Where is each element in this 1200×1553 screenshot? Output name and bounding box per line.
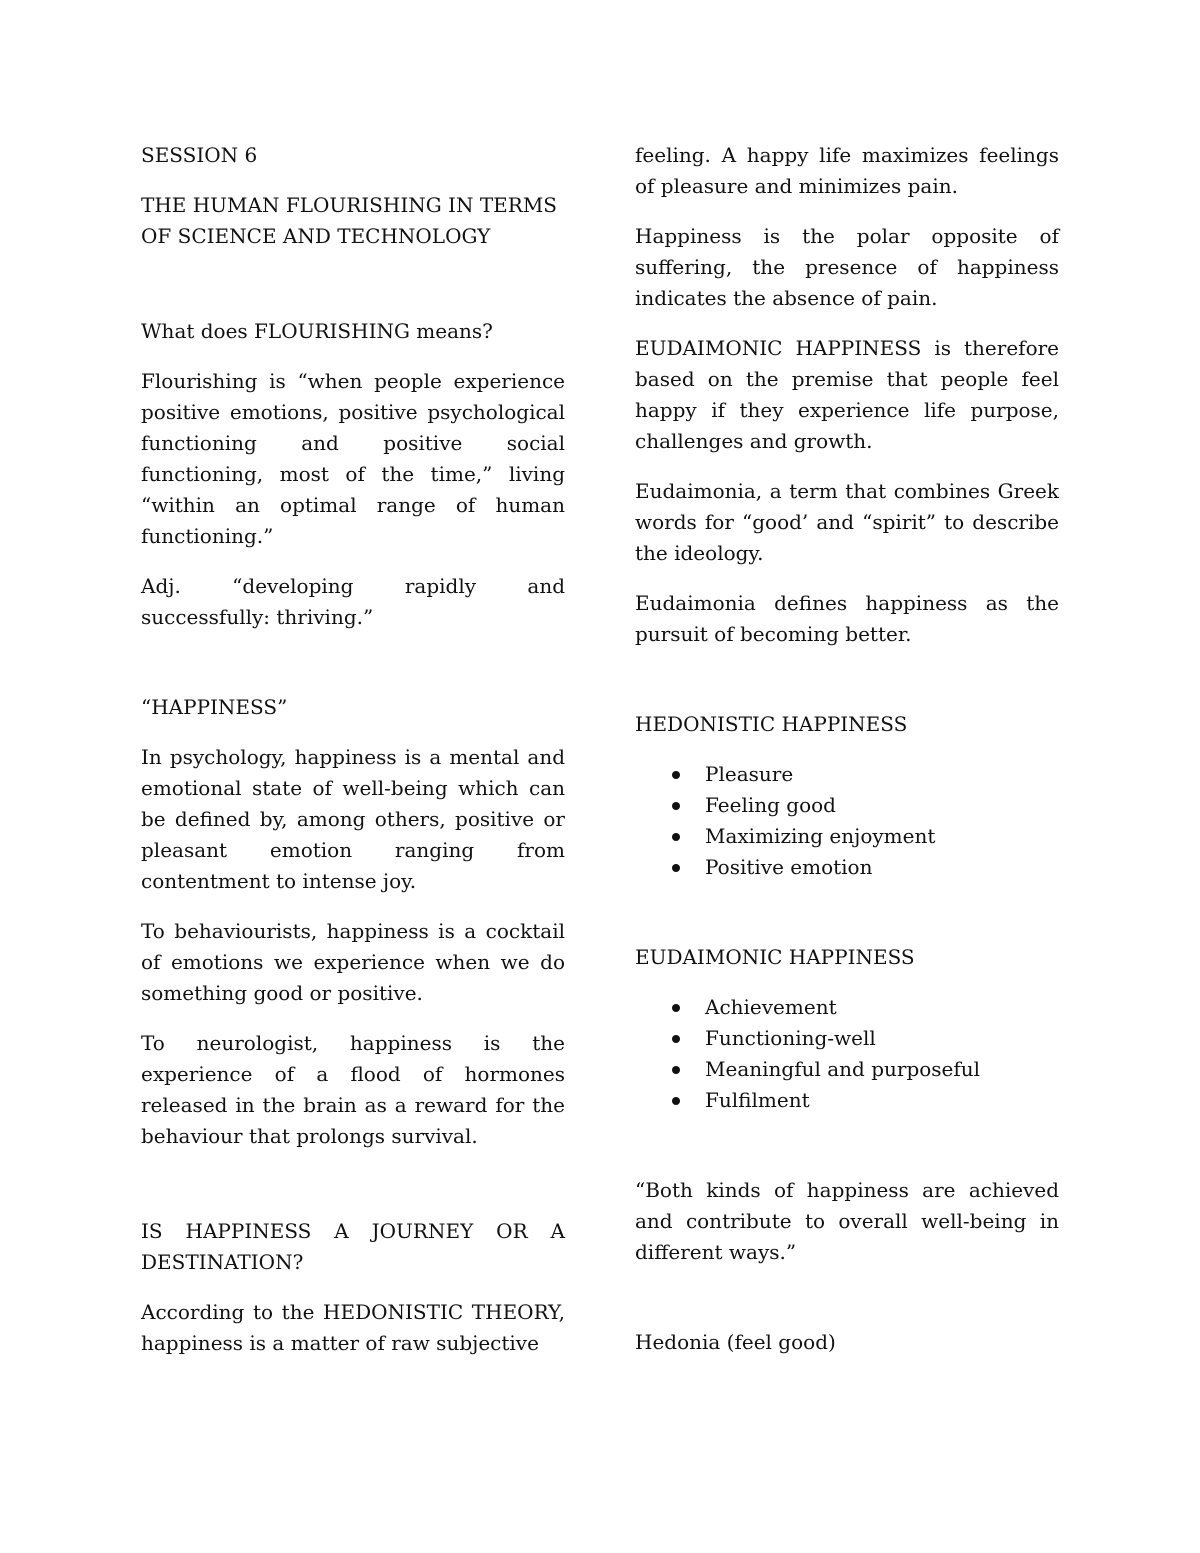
adjective-definition: Adj. “developing rapidly and successfully: thriving.”: [141, 574, 565, 629]
hedonia-line: Hedonia (feel good): [635, 1330, 836, 1354]
document-title: THE HUMAN FLOURISHING IN TERMS OF SCIENCE AND TECHNOLOGY: [141, 193, 557, 248]
list-item: Feeling good: [635, 790, 1059, 821]
eudaimonic-premise-paragraph: EUDAIMONIC HAPPINESS is therefore based on the premise that people feel happy if they experience life purpose, challenges and growth.: [635, 336, 1059, 453]
list-item: Maximizing enjoyment: [635, 821, 1059, 852]
hedonistic-list: [635, 759, 1059, 883]
left-column: [141, 140, 565, 1378]
spacer: [635, 669, 1059, 709]
spacer: [141, 1171, 565, 1216]
list-item: Functioning-well: [635, 1023, 1059, 1054]
spacer: [635, 1287, 1059, 1327]
hedonistic-heading: HEDONISTIC HAPPINESS: [635, 712, 908, 736]
list-item: Meaningful and purposeful: [635, 1054, 1059, 1085]
psychology-paragraph: In psychology, happiness is a mental and emotional state of well-being which can be defined by, among others, positive or pleasant emotion ranging from contentment to intense joy.: [141, 745, 565, 893]
journey-question: IS HAPPINESS A JOURNEY OR A DESTINATION?: [141, 1219, 565, 1274]
happiness-heading: “HAPPINESS”: [141, 695, 288, 719]
flourishing-definition: Flourishing is “when people experience positive emotions, positive psychological functioning and positive social functioning, most of the time,” living “within an optimal range of human functioning.”: [141, 369, 565, 548]
spacer: [635, 902, 1059, 942]
both-kinds-quote: “Both kinds of happiness are achieved and contribute to overall well-being in different ways.”: [635, 1178, 1059, 1264]
eudaimonic-list: [635, 992, 1059, 1116]
flourishing-question: What does FLOURISHING means?: [141, 319, 493, 343]
eudaimonia-term-paragraph: Eudaimonia, a term that combines Greek words for “good’ and “spirit” to describe the ideology.: [635, 479, 1059, 565]
eudaimonia-defines-paragraph: Eudaimonia defines happiness as the pursuit of becoming better.: [635, 591, 1059, 646]
list-item: Achievement: [635, 992, 1059, 1023]
spacer: [141, 652, 565, 692]
list-item: Positive emotion: [635, 852, 1059, 883]
eudaimonic-heading: EUDAIMONIC HAPPINESS: [635, 945, 915, 969]
spacer: [141, 271, 565, 316]
behaviourists-paragraph: To behaviourists, happiness is a cocktail of emotions we experience when we do something good or positive.: [141, 919, 565, 1005]
list-item: Fulfilment: [635, 1085, 1059, 1116]
continuation-paragraph: feeling. A happy life maximizes feelings of pleasure and minimizes pain.: [635, 143, 1059, 198]
right-column: [635, 140, 1059, 1377]
neurologist-paragraph: To neurologist, happiness is the experience of a flood of hormones released in the brain as a reward for the behaviour that prolongs survival.: [141, 1031, 565, 1148]
session-label: SESSION 6: [141, 143, 258, 167]
polar-opposite-paragraph: Happiness is the polar opposite of suffering, the presence of happiness indicates the absence of pain.: [635, 224, 1059, 310]
list-item: Pleasure: [635, 759, 1059, 790]
hedonistic-theory-paragraph: According to the HEDONISTIC THEORY, happiness is a matter of raw subjective: [141, 1300, 565, 1355]
spacer: [635, 1135, 1059, 1175]
